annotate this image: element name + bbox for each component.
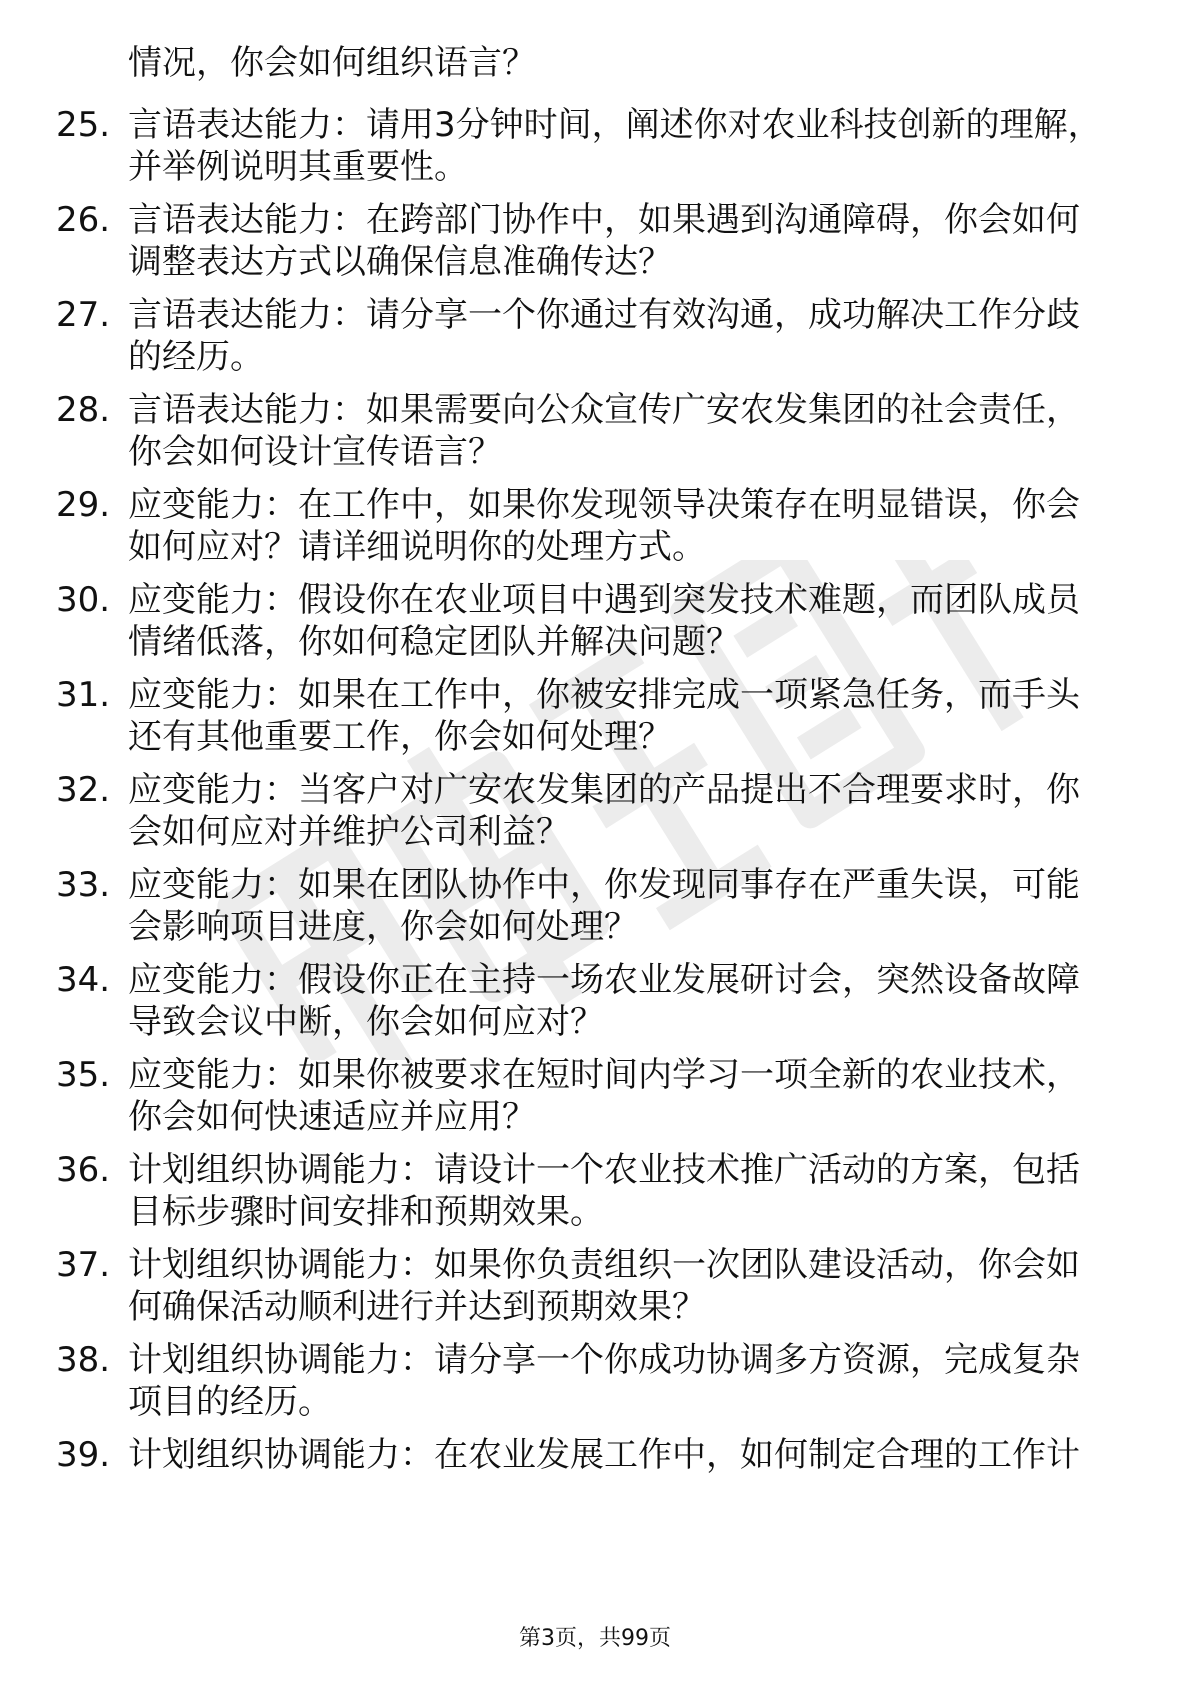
question-line: 应变能力：在工作中，如果你发现领导决策存在明显错误，你会 (128, 485, 1080, 525)
question-line: 的经历。 (128, 337, 264, 377)
question-item-38 (0, 1339, 1190, 1429)
question-line: 应变能力：当客户对广安农发集团的产品提出不合理要求时，你 (128, 770, 1080, 810)
question-number: 29. (56, 485, 111, 525)
question-number: 39. (56, 1435, 111, 1475)
question-line: 计划组织协调能力：如果你负责组织一次团队建设活动，你会如 (128, 1245, 1080, 1285)
question-item-32 (0, 769, 1190, 859)
question-number: 36. (56, 1150, 111, 1190)
question-line: 应变能力：如果在工作中，你被安排完成一项紧急任务，而手头 (128, 675, 1080, 715)
question-text (128, 769, 1108, 853)
question-number: 31. (56, 675, 111, 715)
question-line: 计划组织协调能力：请分享一个你成功协调多方资源，完成复杂 (128, 1340, 1080, 1380)
question-text (128, 484, 1108, 568)
question-text (128, 389, 1108, 473)
question-number: 28. (56, 390, 111, 430)
question-text (128, 294, 1108, 378)
question-number: 38. (56, 1340, 111, 1380)
question-item-28 (0, 389, 1190, 479)
question-item-29 (0, 484, 1190, 574)
question-line: 言语表达能力：在跨部门协作中，如果遇到沟通障碍，你会如何 (128, 200, 1080, 240)
question-text (128, 674, 1108, 758)
question-line: 项目的经历。 (128, 1382, 332, 1422)
question-item-39 (0, 1434, 1190, 1524)
question-line: 导致会议中断，你会如何应对？ (128, 1002, 604, 1042)
question-line: 会如何应对并维护公司利益？ (128, 812, 570, 852)
question-line: 应变能力：假设你正在主持一场农业发展研讨会，突然设备故障 (128, 960, 1080, 1000)
question-text (128, 1339, 1108, 1423)
question-line: 调整表达方式以确保信息准确传达？ (128, 242, 672, 282)
question-line: 目标步骤时间安排和预期效果。 (128, 1192, 604, 1232)
continuation-text: 情况，你会如何组织语言？ (128, 43, 536, 83)
question-item-33 (0, 864, 1190, 954)
question-line: 应变能力：如果你被要求在短时间内学习一项全新的农业技术， (128, 1055, 1080, 1095)
question-text (128, 579, 1108, 663)
question-item-35 (0, 1054, 1190, 1144)
question-line: 应变能力：假设你在农业项目中遇到突发技术难题，而团队成员 (128, 580, 1080, 620)
question-line: 言语表达能力：如果需要向公众宣传广安农发集团的社会责任， (128, 390, 1080, 430)
question-item-25 (0, 104, 1190, 194)
question-line: 计划组织协调能力：请设计一个农业技术推广活动的方案，包括 (128, 1150, 1080, 1190)
question-text (128, 1054, 1108, 1138)
question-line: 并举例说明其重要性。 (128, 147, 468, 187)
question-item-30 (0, 579, 1190, 669)
question-text (128, 1434, 1108, 1476)
question-item-34 (0, 959, 1190, 1049)
question-number: 34. (56, 960, 111, 1000)
question-number: 32. (56, 770, 111, 810)
question-number: 26. (56, 200, 111, 240)
question-line: 你会如何快速适应并应用？ (128, 1097, 536, 1137)
question-text (128, 864, 1108, 948)
question-number: 35. (56, 1055, 111, 1095)
question-number: 25. (56, 105, 111, 145)
page-footer: 第3页，共99页 (519, 1626, 671, 1651)
question-line: 计划组织协调能力：在农业发展工作中，如何制定合理的工作计 (128, 1435, 1080, 1475)
question-text (128, 1149, 1108, 1233)
question-line: 会影响项目进度，你会如何处理？ (128, 907, 638, 947)
question-line: 何确保活动顺利进行并达到预期效果？ (128, 1287, 706, 1327)
question-line: 如何应对？请详细说明你的处理方式。 (128, 527, 706, 567)
question-line: 言语表达能力：请分享一个你通过有效沟通，成功解决工作分歧 (128, 295, 1080, 335)
question-item-26 (0, 199, 1190, 289)
question-line: 还有其他重要工作，你会如何处理？ (128, 717, 672, 757)
question-line: 言语表达能力：请用3分钟时间，阐述你对农业科技创新的理解， (128, 105, 1102, 145)
question-line: 你会如何设计宣传语言？ (128, 432, 502, 472)
question-item-31 (0, 674, 1190, 764)
question-number: 27. (56, 295, 111, 335)
question-number: 30. (56, 580, 111, 620)
question-line: 应变能力：如果在团队协作中，你发现同事存在严重失误，可能 (128, 865, 1080, 905)
question-text (128, 959, 1108, 1043)
question-line: 情绪低落，你如何稳定团队并解决问题？ (128, 622, 740, 662)
question-item-36 (0, 1149, 1190, 1239)
question-text (128, 104, 1108, 188)
question-text (128, 199, 1108, 283)
question-number: 37. (56, 1245, 111, 1285)
question-number: 33. (56, 865, 111, 905)
question-item-27 (0, 294, 1190, 384)
question-item-37 (0, 1244, 1190, 1334)
question-text (128, 1244, 1108, 1328)
